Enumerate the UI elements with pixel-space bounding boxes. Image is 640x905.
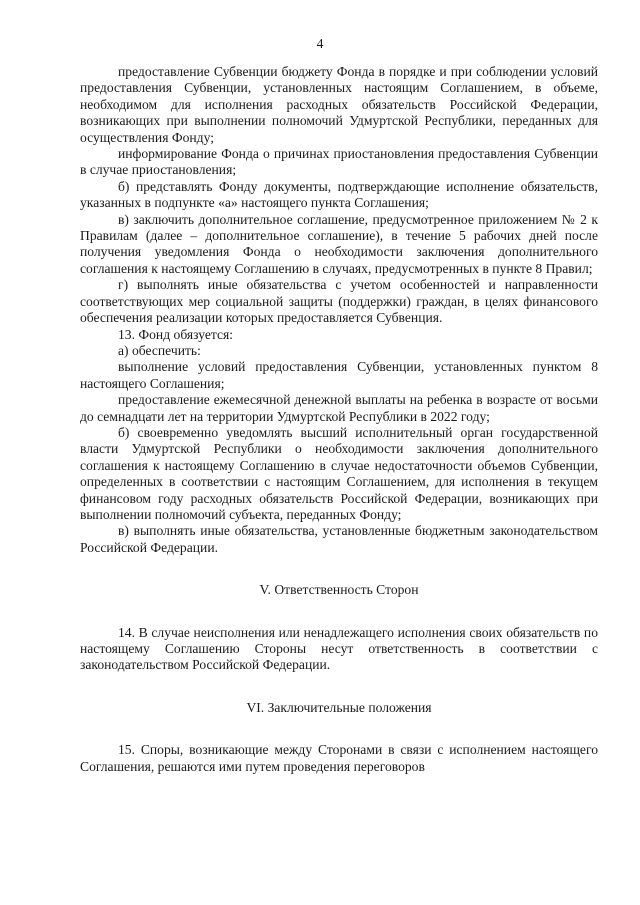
paragraph-12b: б) представлять Фонду документы, подтверждающие исполнение обязательств, указанных в подпункте «а» настоящего пункта Соглашения;: [80, 178, 598, 211]
page-number: 4: [316, 36, 324, 51]
spacer: [80, 599, 598, 625]
paragraph-inform-fund: информирование Фонда о причинах приостановления предоставления Субвенции в случае приостановления;: [80, 146, 598, 178]
paragraph-15: 15. Споры, возникающие между Сторонами в связи с исполнением настоящего Соглашения, решаются ими путем проведения переговоров: [80, 742, 598, 774]
paragraph-12v: в) заключить дополнительное соглашение, предусмотренное приложением № 2 к Правилам (далее – дополнительное соглашение), в течение 5 рабочих дней после получения уведомления Фонда о необходимости заключения дополнительного соглашения к настоящему Соглашению в случаях, предусмотренных в пункте 8 Правил;: [80, 211, 598, 276]
paragraph-13a: а) обеспечить:: [118, 342, 201, 358]
spacer: [80, 674, 598, 700]
paragraph-subvention-provision: предоставление Субвенции бюджету Фонда в порядке и при соблюдении условий предоставления Субвенции, установленных настоящим Соглашением, в объеме, необходимом для исполнения расходных обязательств Российской Федерации, возникающих при выполнении полномочий Удмуртской Республики, переданных для осуществления Фонду;: [80, 64, 598, 145]
paragraph-13b: б) своевременно уведомлять высший исполнительный орган государственной власти Удмуртской Республики о необходимости заключения дополнительного соглашения к настоящему Соглашению в случае недостаточности объемов Субвенции, определенных в соответствии с настоящим Соглашением, для исполнения в текущем финансовом году расходных обязательств Российской Федерации, возникающих при выполнении полномочий субъекта, переданных Фонду;: [80, 424, 598, 522]
document-body: [80, 64, 598, 775]
paragraph-13a-conditions: выполнение условий предоставления Субвенции, установленных пунктом 8 настоящего Соглашения;: [80, 359, 598, 391]
paragraph-14: 14. В случае неисполнения или ненадлежащего исполнения своих обязательств по настоящему Соглашению Стороны несут ответственность в соответствии с законодательством Российской Федерации.: [80, 624, 598, 673]
paragraph-13a-payment: предоставление ежемесячной денежной выплаты на ребенка в возрасте от восьми до семнадцати лет на территории Удмуртской Республики в 2022 году;: [80, 392, 598, 424]
spacer: [80, 716, 598, 742]
section-5-title: V. Ответственность Сторон: [259, 582, 419, 598]
section-6-title: VI. Заключительные положения: [246, 699, 432, 715]
paragraph-13v: в) выполнять иные обязательства, установленные бюджетным законодательством Российской Федерации.: [80, 523, 598, 555]
spacer: [80, 556, 598, 582]
paragraph-12g: г) выполнять иные обязательства с учетом особенностей и направленности соответствующих мер социальной защиты (поддержки) граждан, в целях финансового обеспечения реализации которых предоставляется Субвенция.: [80, 277, 598, 326]
paragraph-13-heading: 13. Фонд обязуется:: [118, 326, 234, 342]
